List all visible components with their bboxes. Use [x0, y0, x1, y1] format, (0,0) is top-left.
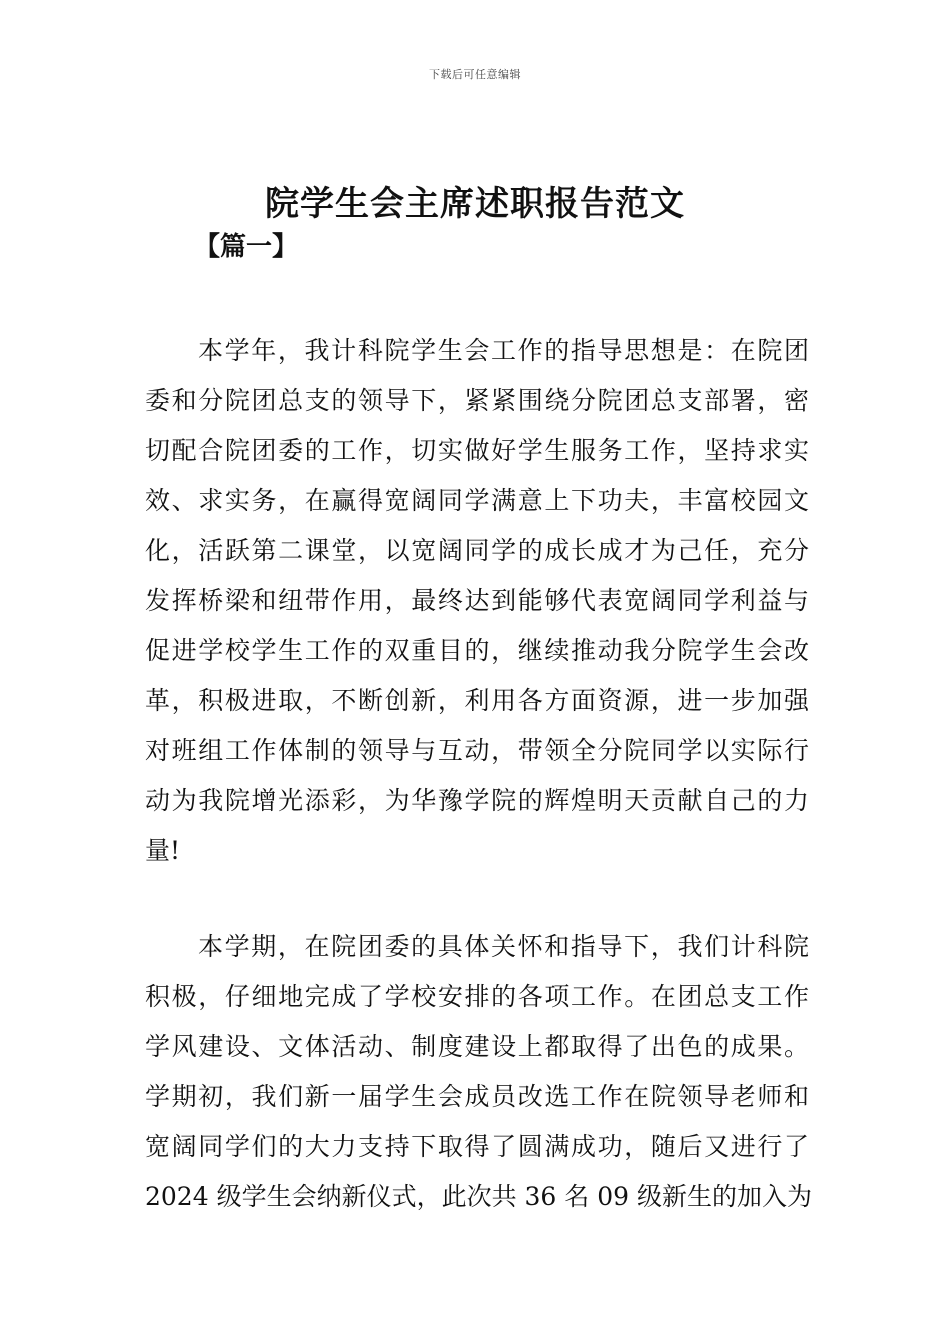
paragraph-line: 2024 级学生会纳新仪式，此次共 36 名 09 级新生的加入为: [145, 1182, 812, 1211]
paragraph-2: [145, 922, 812, 1222]
paragraph-1: [145, 326, 809, 876]
paragraph-line: 积极，仔细地完成了学校安排的各项工作。在团总支工作: [145, 982, 809, 1011]
paragraph-line: 学风建设、文体活动、制度建设上都取得了出色的成果。: [145, 1032, 809, 1061]
paragraph-line: 动为我院增光添彩，为华豫学院的辉煌明天贡献自己的力: [145, 786, 809, 815]
paragraph-line: 宽阔同学们的大力支持下取得了圆满成功，随后又进行了: [145, 1132, 809, 1161]
document-title: 院学生会主席述职报告范文: [265, 184, 685, 224]
paragraph-line: 本学年，我计科院学生会工作的指导思想是：在院团: [198, 336, 809, 365]
section-label: 【篇一】: [194, 232, 299, 262]
paragraph-line: 量!: [145, 836, 181, 865]
paragraph-line: 切配合院团委的工作，切实做好学生服务工作，坚持求实: [145, 436, 809, 465]
paragraph-line: 促进学校学生工作的双重目的，继续推动我分院学生会改: [145, 636, 809, 665]
paragraph-line: 委和分院团总支的领导下，紧紧围绕分院团总支部署，密: [145, 386, 809, 415]
paragraph-line: 化，活跃第二课堂，以宽阔同学的成长成才为己任，充分: [145, 536, 809, 565]
paragraph-line: 对班组工作体制的领导与互动，带领全分院同学以实际行: [145, 736, 809, 765]
header-note: 下载后可任意编辑: [429, 68, 521, 81]
paragraph-line: 发挥桥梁和纽带作用，最终达到能够代表宽阔同学利益与: [145, 586, 809, 615]
paragraph-line: 革，积极进取，不断创新，利用各方面资源，进一步加强: [145, 686, 809, 715]
paragraph-line: 本学期，在院团委的具体关怀和指导下，我们计科院: [198, 932, 809, 961]
paragraph-line: 效、求实务，在赢得宽阔同学满意上下功夫，丰富校园文: [145, 486, 809, 515]
paragraph-line: 学期初，我们新一届学生会成员改选工作在院领导老师和: [145, 1082, 809, 1111]
